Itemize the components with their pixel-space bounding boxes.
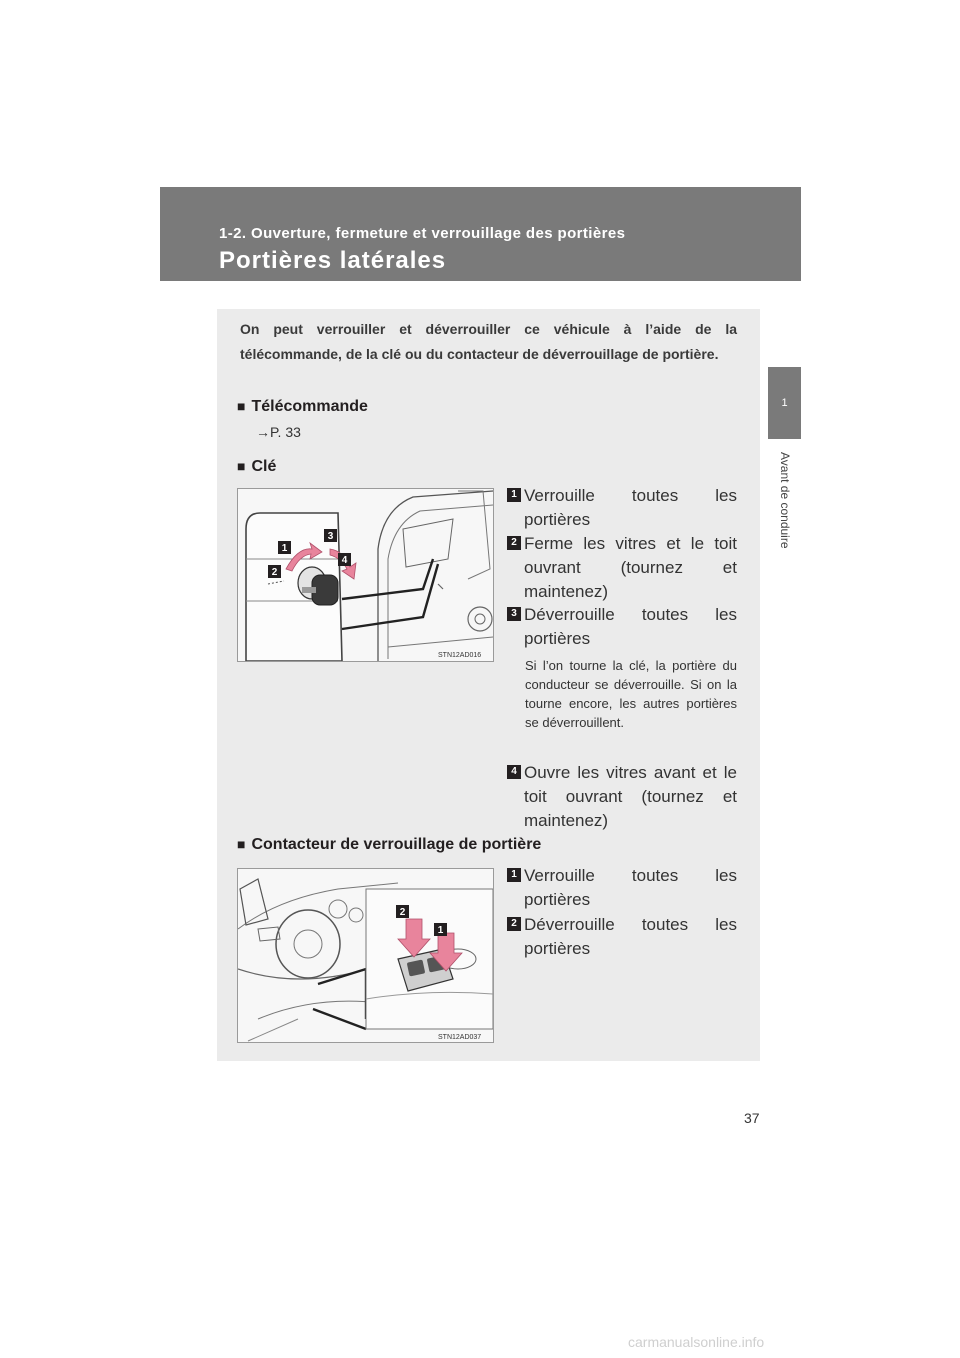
page-number: 37 <box>744 1110 760 1126</box>
step-number-badge: 3 <box>507 607 521 621</box>
heading-key-text: Clé <box>251 458 277 475</box>
page-reference-link[interactable]: →P. 33 <box>256 424 301 440</box>
heading-key <box>237 458 276 476</box>
heading-remote-text: Télécommande <box>251 398 368 415</box>
svg-text:4: 4 <box>341 555 348 566</box>
svg-text:2: 2 <box>399 907 406 918</box>
bullet-square-icon: ■ <box>237 458 246 474</box>
key-step-4 <box>507 761 737 833</box>
heading-door-switch <box>237 836 541 854</box>
step-text: Verrouille toutes les portières <box>524 486 737 529</box>
switch-step-2 <box>507 913 737 961</box>
page-title: Portières latérales <box>219 247 447 274</box>
step-text: Ferme les vitres et le toit ouvrant (tournez et maintenez) <box>524 534 737 601</box>
step-number-badge: 2 <box>507 917 521 931</box>
step-number-badge: 1 <box>507 868 521 882</box>
chapter-title: Avant de conduire <box>778 452 792 549</box>
key-step-2 <box>507 532 737 604</box>
key-illustration <box>238 489 493 661</box>
svg-text:1: 1 <box>281 543 288 554</box>
callout-2 <box>396 905 409 918</box>
heading-door-switch-text: Contacteur de verrouillage de portière <box>251 836 542 853</box>
svg-text:3: 3 <box>327 531 334 542</box>
step-number-badge: 2 <box>507 536 521 550</box>
step-number-badge: 1 <box>507 488 521 502</box>
watermark: carmanualsonline.info <box>628 1334 765 1350</box>
step-number-badge: 4 <box>507 765 521 779</box>
callout-1 <box>434 923 447 936</box>
key-step-1 <box>507 484 737 532</box>
step-text: Ouvre les vitres avant et le toit ouvrant (tournez et maintenez) <box>524 763 737 830</box>
callout-1 <box>278 541 291 554</box>
switch-step-1 <box>507 864 737 912</box>
step-text: Déverrouille toutes les portières <box>524 915 737 958</box>
heading-remote <box>237 398 368 416</box>
bullet-square-icon: ■ <box>237 836 246 852</box>
step-text: Déverrouille toutes les portières <box>524 605 737 648</box>
step-text: Verrouille toutes les portières <box>524 866 737 909</box>
callout-3 <box>324 529 337 542</box>
figure-code: STN12AD016 <box>438 652 482 659</box>
key-note: Si l’on tourne la clé, la portière du conducteur se déverrouille. Si on la tourne encore, les autres portières se déverrouillent. <box>525 658 737 730</box>
svg-text:1: 1 <box>437 925 444 936</box>
chapter-number: 1 <box>781 397 788 409</box>
bullet-square-icon: ■ <box>237 398 246 414</box>
key-step-3 <box>507 603 737 651</box>
door-switch-diagram <box>237 868 494 1043</box>
section-label: 1-2. Ouverture, fermeture et verrouillage des portières <box>219 225 626 242</box>
svg-text:2: 2 <box>271 567 278 578</box>
figure-code: STN12AD037 <box>438 1034 482 1041</box>
chapter-tab[interactable] <box>768 367 801 439</box>
door-switch-illustration <box>238 869 493 1042</box>
intro-paragraph: On peut verrouiller et déverrouiller ce véhicule à l’aide de la télécommande, de la clé ou du contacteur de déverrouillage de portière. <box>240 321 737 362</box>
key-diagram <box>237 488 494 662</box>
callout-2 <box>268 565 281 578</box>
callout-4 <box>338 553 351 566</box>
